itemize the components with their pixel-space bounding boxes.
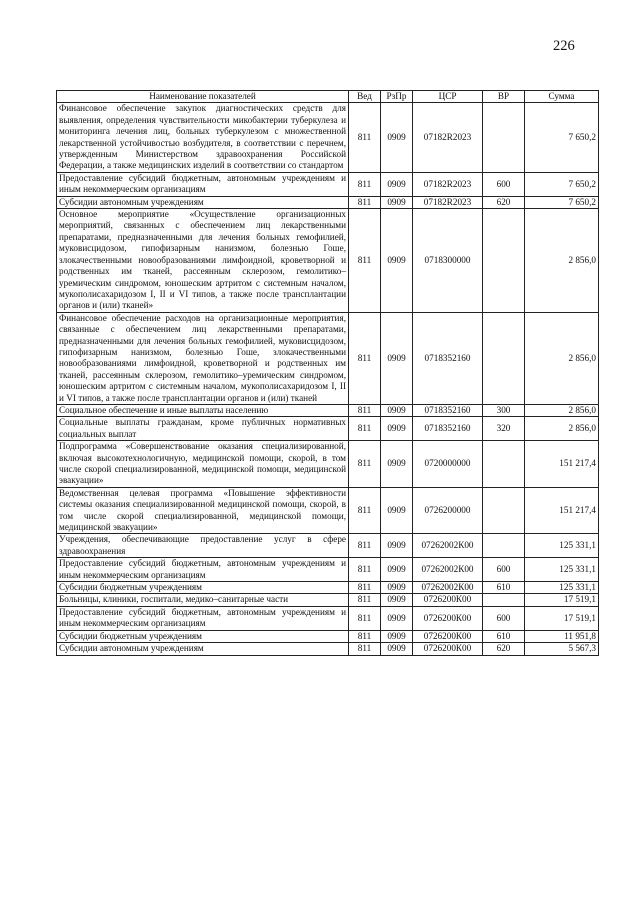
- row-name-cell: Субсидии бюджетным учреждениям: [57, 582, 349, 594]
- table-row: [57, 103, 599, 172]
- row-ved-cell: 811: [349, 103, 381, 172]
- row-vr-cell: [483, 312, 525, 404]
- row-csr-cell: 0718352160: [413, 404, 483, 416]
- table-row: [57, 643, 599, 655]
- row-sum-cell: 125 331,1: [525, 558, 599, 582]
- row-sum-cell: 17 519,1: [525, 594, 599, 606]
- row-name-cell: Субсидии бюджетным учреждениям: [57, 630, 349, 642]
- row-vr-cell: 610: [483, 630, 525, 642]
- header-ved: Вед: [349, 91, 381, 103]
- row-sum-cell: 2 856,0: [525, 417, 599, 441]
- row-sum-cell: 7 650,2: [525, 103, 599, 172]
- row-csr-cell: 0720000000: [413, 441, 483, 488]
- row-ved-cell: 811: [349, 534, 381, 558]
- row-vr-cell: 300: [483, 404, 525, 416]
- row-rzpr-cell: 0909: [381, 172, 413, 196]
- row-rzpr-cell: 0909: [381, 417, 413, 441]
- row-sum-cell: 151 217,4: [525, 487, 599, 534]
- row-csr-cell: 0726200К00: [413, 643, 483, 655]
- row-vr-cell: [483, 209, 525, 313]
- table-row: [57, 630, 599, 642]
- row-ved-cell: 811: [349, 606, 381, 630]
- row-rzpr-cell: 0909: [381, 534, 413, 558]
- table-row: [57, 582, 599, 594]
- row-rzpr-cell: 0909: [381, 441, 413, 488]
- row-csr-cell: 0726200000: [413, 487, 483, 534]
- row-rzpr-cell: 0909: [381, 103, 413, 172]
- row-vr-cell: 620: [483, 196, 525, 208]
- row-vr-cell: 600: [483, 606, 525, 630]
- row-name-cell: Предоставление субсидий бюджетным, автономным учреждениям и иным некоммерческим организациям: [57, 558, 349, 582]
- row-csr-cell: 0718352160: [413, 417, 483, 441]
- row-sum-cell: 125 331,1: [525, 582, 599, 594]
- table-row: [57, 312, 599, 404]
- header-sum: Сумма: [525, 91, 599, 103]
- budget-table: [56, 90, 599, 656]
- row-vr-cell: 600: [483, 558, 525, 582]
- row-sum-cell: 2 856,0: [525, 209, 599, 313]
- row-ved-cell: 811: [349, 487, 381, 534]
- row-csr-cell: 07182R2023: [413, 172, 483, 196]
- row-name-cell: Учреждения, обеспечивающие предоставление услуг в сфере здравоохранения: [57, 534, 349, 558]
- table-row: [57, 172, 599, 196]
- row-sum-cell: 2 856,0: [525, 312, 599, 404]
- row-ved-cell: 811: [349, 441, 381, 488]
- row-rzpr-cell: 0909: [381, 487, 413, 534]
- row-vr-cell: [483, 534, 525, 558]
- header-csr: ЦСР: [413, 91, 483, 103]
- row-csr-cell: 0726200К00: [413, 606, 483, 630]
- row-sum-cell: 17 519,1: [525, 606, 599, 630]
- row-ved-cell: 811: [349, 582, 381, 594]
- row-sum-cell: 151 217,4: [525, 441, 599, 488]
- row-sum-cell: 2 856,0: [525, 404, 599, 416]
- row-csr-cell: 0726200К00: [413, 630, 483, 642]
- table-row: [57, 404, 599, 416]
- table-body: [57, 103, 599, 655]
- row-sum-cell: 7 650,2: [525, 172, 599, 196]
- row-ved-cell: 811: [349, 417, 381, 441]
- table-row: [57, 209, 599, 313]
- header-vr: ВР: [483, 91, 525, 103]
- row-sum-cell: 5 567,3: [525, 643, 599, 655]
- row-vr-cell: [483, 594, 525, 606]
- row-rzpr-cell: 0909: [381, 209, 413, 313]
- row-rzpr-cell: 0909: [381, 558, 413, 582]
- table-row: [57, 196, 599, 208]
- row-ved-cell: 811: [349, 172, 381, 196]
- row-csr-cell: 07182R2023: [413, 196, 483, 208]
- row-csr-cell: 07182R2023: [413, 103, 483, 172]
- row-csr-cell: 07262002К00: [413, 534, 483, 558]
- row-name-cell: Предоставление субсидий бюджетным, автономным учреждениям и иным некоммерческим организациям: [57, 172, 349, 196]
- table-row: [57, 606, 599, 630]
- row-name-cell: Социальные выплаты гражданам, кроме публичных нормативных социальных выплат: [57, 417, 349, 441]
- row-rzpr-cell: 0909: [381, 630, 413, 642]
- row-name-cell: Подпрограмма «Совершенствование оказания специализированной, включая высокотехнологичную, медицинской помощи, скорой, в том числе скорой специализированной, медицинской помощи, медицинской эвакуации»: [57, 441, 349, 488]
- row-rzpr-cell: 0909: [381, 196, 413, 208]
- row-vr-cell: [483, 487, 525, 534]
- table-row: [57, 534, 599, 558]
- row-name-cell: Больницы, клиники, госпитали, медико–санитарные части: [57, 594, 349, 606]
- row-rzpr-cell: 0909: [381, 312, 413, 404]
- table-row: [57, 417, 599, 441]
- row-name-cell: Финансовое обеспечение расходов на организационные мероприятия, связанные с обеспечением лиц лекарственными препаратами, предназначенными для лечения больных гемофилией, муковисцидозом, гипофизарным нанизмом, болезнью Гоше, злокачественными новообразованиями лимфоидной, кроветворной и родственных им тканей, рассеянным склерозом, гемолитико–уремическим синдромом, юношеским артритом с системным началом, мукополисахаридозом I, II и VI типов, а также после трансплантации органов и (или) тканей: [57, 312, 349, 404]
- row-vr-cell: 620: [483, 643, 525, 655]
- row-ved-cell: 811: [349, 312, 381, 404]
- table-header-row: [57, 91, 599, 103]
- row-ved-cell: 811: [349, 558, 381, 582]
- row-ved-cell: 811: [349, 630, 381, 642]
- row-rzpr-cell: 0909: [381, 582, 413, 594]
- row-csr-cell: 0726200К00: [413, 594, 483, 606]
- row-sum-cell: 11 951,8: [525, 630, 599, 642]
- row-ved-cell: 811: [349, 643, 381, 655]
- row-sum-cell: 125 331,1: [525, 534, 599, 558]
- row-vr-cell: [483, 441, 525, 488]
- row-csr-cell: 0718300000: [413, 209, 483, 313]
- row-name-cell: Ведомственная целевая программа «Повышение эффективности системы оказания специализированной медицинской помощи, скорой, в том числе скорой специализированной, медицинской помощи, медицинской эвакуации»: [57, 487, 349, 534]
- row-vr-cell: 600: [483, 172, 525, 196]
- row-csr-cell: 07262002К00: [413, 582, 483, 594]
- row-csr-cell: 07262002К00: [413, 558, 483, 582]
- row-name-cell: Финансовое обеспечение закупок диагностических средств для выявления, определения чувствительности микобактерии туберкулеза и мониторинга лечения лиц, больных туберкулезом с множественной лекарственной устойчивостью возбудителя, в соответствии с перечнем, утвержденным Министерством здравоохранения Российской Федерации, а также медицинских изделий в соответствии со стандартом: [57, 103, 349, 172]
- header-name: Наименование показателей: [57, 91, 349, 103]
- row-name-cell: Субсидии автономным учреждениям: [57, 643, 349, 655]
- row-name-cell: Субсидии автономным учреждениям: [57, 196, 349, 208]
- row-rzpr-cell: 0909: [381, 404, 413, 416]
- table-row: [57, 441, 599, 488]
- table-row: [57, 594, 599, 606]
- row-name-cell: Предоставление субсидий бюджетным, автономным учреждениям и иным некоммерческим организациям: [57, 606, 349, 630]
- row-vr-cell: 320: [483, 417, 525, 441]
- row-vr-cell: 610: [483, 582, 525, 594]
- row-csr-cell: 0718352160: [413, 312, 483, 404]
- row-rzpr-cell: 0909: [381, 594, 413, 606]
- row-vr-cell: [483, 103, 525, 172]
- page-number: 226: [553, 38, 575, 54]
- row-name-cell: Основное мероприятие «Осуществление организационных мероприятий, связанных с обеспечением лиц лекарственными препаратами, предназначенными для лечения больных гемофилией, муковисцидозом, гипофизарным нанизмом, болезнью Гоше, злокачественными новообразованиями лимфоидной, кроветворной и родственных им тканей, рассеянным склерозом, гемолитико–уремическим синдромом, юношеским артритом с системным началом, мукополисахаридозом I, II и VI типов, а также после трансплантации органов и (или) тканей»: [57, 209, 349, 313]
- table-row: [57, 558, 599, 582]
- header-rzpr: РзПр: [381, 91, 413, 103]
- row-ved-cell: 811: [349, 594, 381, 606]
- row-ved-cell: 811: [349, 209, 381, 313]
- table-row: [57, 487, 599, 534]
- row-ved-cell: 811: [349, 196, 381, 208]
- row-sum-cell: 7 650,2: [525, 196, 599, 208]
- row-rzpr-cell: 0909: [381, 643, 413, 655]
- row-rzpr-cell: 0909: [381, 606, 413, 630]
- row-ved-cell: 811: [349, 404, 381, 416]
- row-name-cell: Социальное обеспечение и иные выплаты населению: [57, 404, 349, 416]
